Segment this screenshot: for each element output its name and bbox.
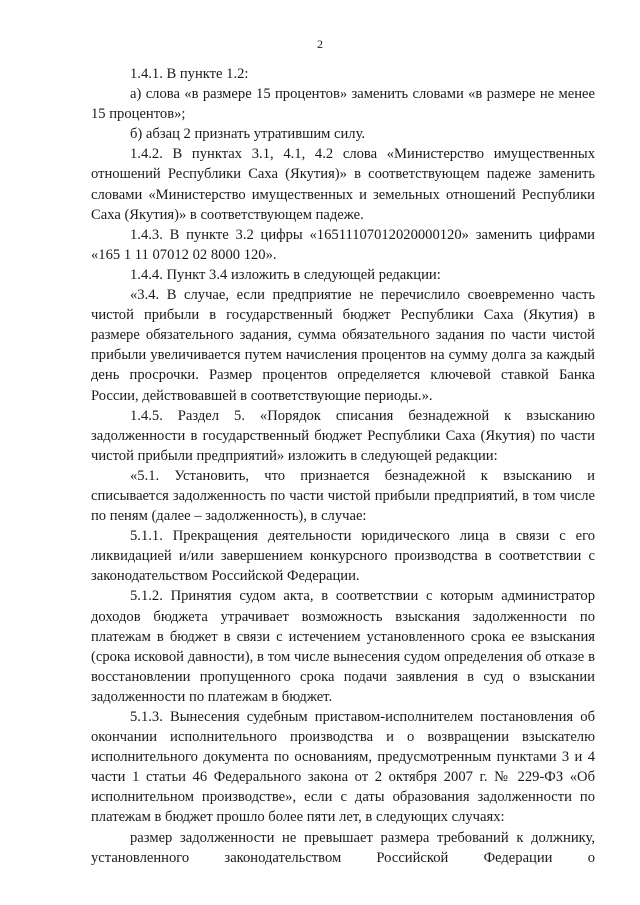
paragraph-5-1-2: 5.1.2. Принятия судом акта, в соответствии с которым администратор доходов бюджета утрачивает возможность взыскания задолженности по платежам в бюджет в связи с истечением установленного срока ее взыскания (срока исковой давности), в том числе вынесения судом определения об отказе в восстановлении пропущенного срока подачи заявления в суд о взыскании задолженности по платежам в бюджет. [91, 588, 595, 705]
page-number: 2 [317, 37, 323, 51]
document-body [91, 64, 595, 868]
paragraph-3-4-quote: «3.4. В случае, если предприятие не перечислило своевременно часть чистой прибыли в государственный бюджет Республики Саха (Якутия) в размере обязательного задания, сумма обязательного задания по части чистой прибыли увеличивается путем начисления процентов на сумму долга за каждый день просрочки. Размер процентов определяется ключевой ставкой Банка России, действовавшей в соответствующие периоды.». [91, 287, 595, 404]
paragraph-1-4-2: 1.4.2. В пунктах 3.1, 4.1, 4.2 слова «Министерство имущественных отношений Республики Саха (Якутия)» в соответствующем падеже заменить словами «Министерство имущественных и земельных отношений Республики Саха (Якутия)» в соответствующем падеже. [91, 146, 595, 223]
paragraph-5-1-1: 5.1.1. Прекращения деятельности юридического лица в связи с его ликвидацией и/или завершением конкурсного производства в соответствии с законодательством Российской Федерации. [91, 528, 595, 585]
paragraph-5-1-3: 5.1.3. Вынесения судебным приставом-исполнителем постановления об окончании исполнительного производства и о возвращении взыскателю исполнительного документа по основаниям, предусмотренным пунктами 3 и 4 части 1 статьи 46 Федерального закона от 2 октября 2007 г. № 229-ФЗ «Об исполнительном производстве», если с даты образования задолженности по платежам в бюджет прошло более пяти лет, в следующих случаях: [91, 709, 595, 826]
paragraph-item-a: а) слова «в размере 15 процентов» заменить словами «в размере не менее 15 процентов»; [91, 86, 595, 123]
paragraph-5-1: «5.1. Установить, что признается безнадежной к взысканию и списывается задолженность по части чистой прибыли предприятий, в том числе по пеням (далее – задолженность), в случае: [91, 467, 595, 525]
paragraph-1-4-3: 1.4.3. В пункте 3.2 цифры «16511107012020000120» заменить цифрами «165 1 11 07012 02 8000 120». [91, 226, 595, 263]
paragraph-debt-size: размер задолженности не превышает размера требований к должнику, установленного законодательством Российской Федерации о [91, 829, 595, 866]
paragraph-1-4-5: 1.4.5. Раздел 5. «Порядок списания безнадежной к взысканию задолженности в государственный бюджет Республики Саха (Якутия) по части чистой прибыли предприятий» изложить в следующей редакции: [91, 407, 595, 464]
paragraph-1-4-1: 1.4.1. В пункте 1.2: [130, 66, 249, 82]
paragraph-1-4-4: 1.4.4. Пункт 3.4 изложить в следующей редакции: [130, 266, 441, 283]
paragraph-item-b: б) абзац 2 признать утратившим силу. [130, 126, 366, 143]
